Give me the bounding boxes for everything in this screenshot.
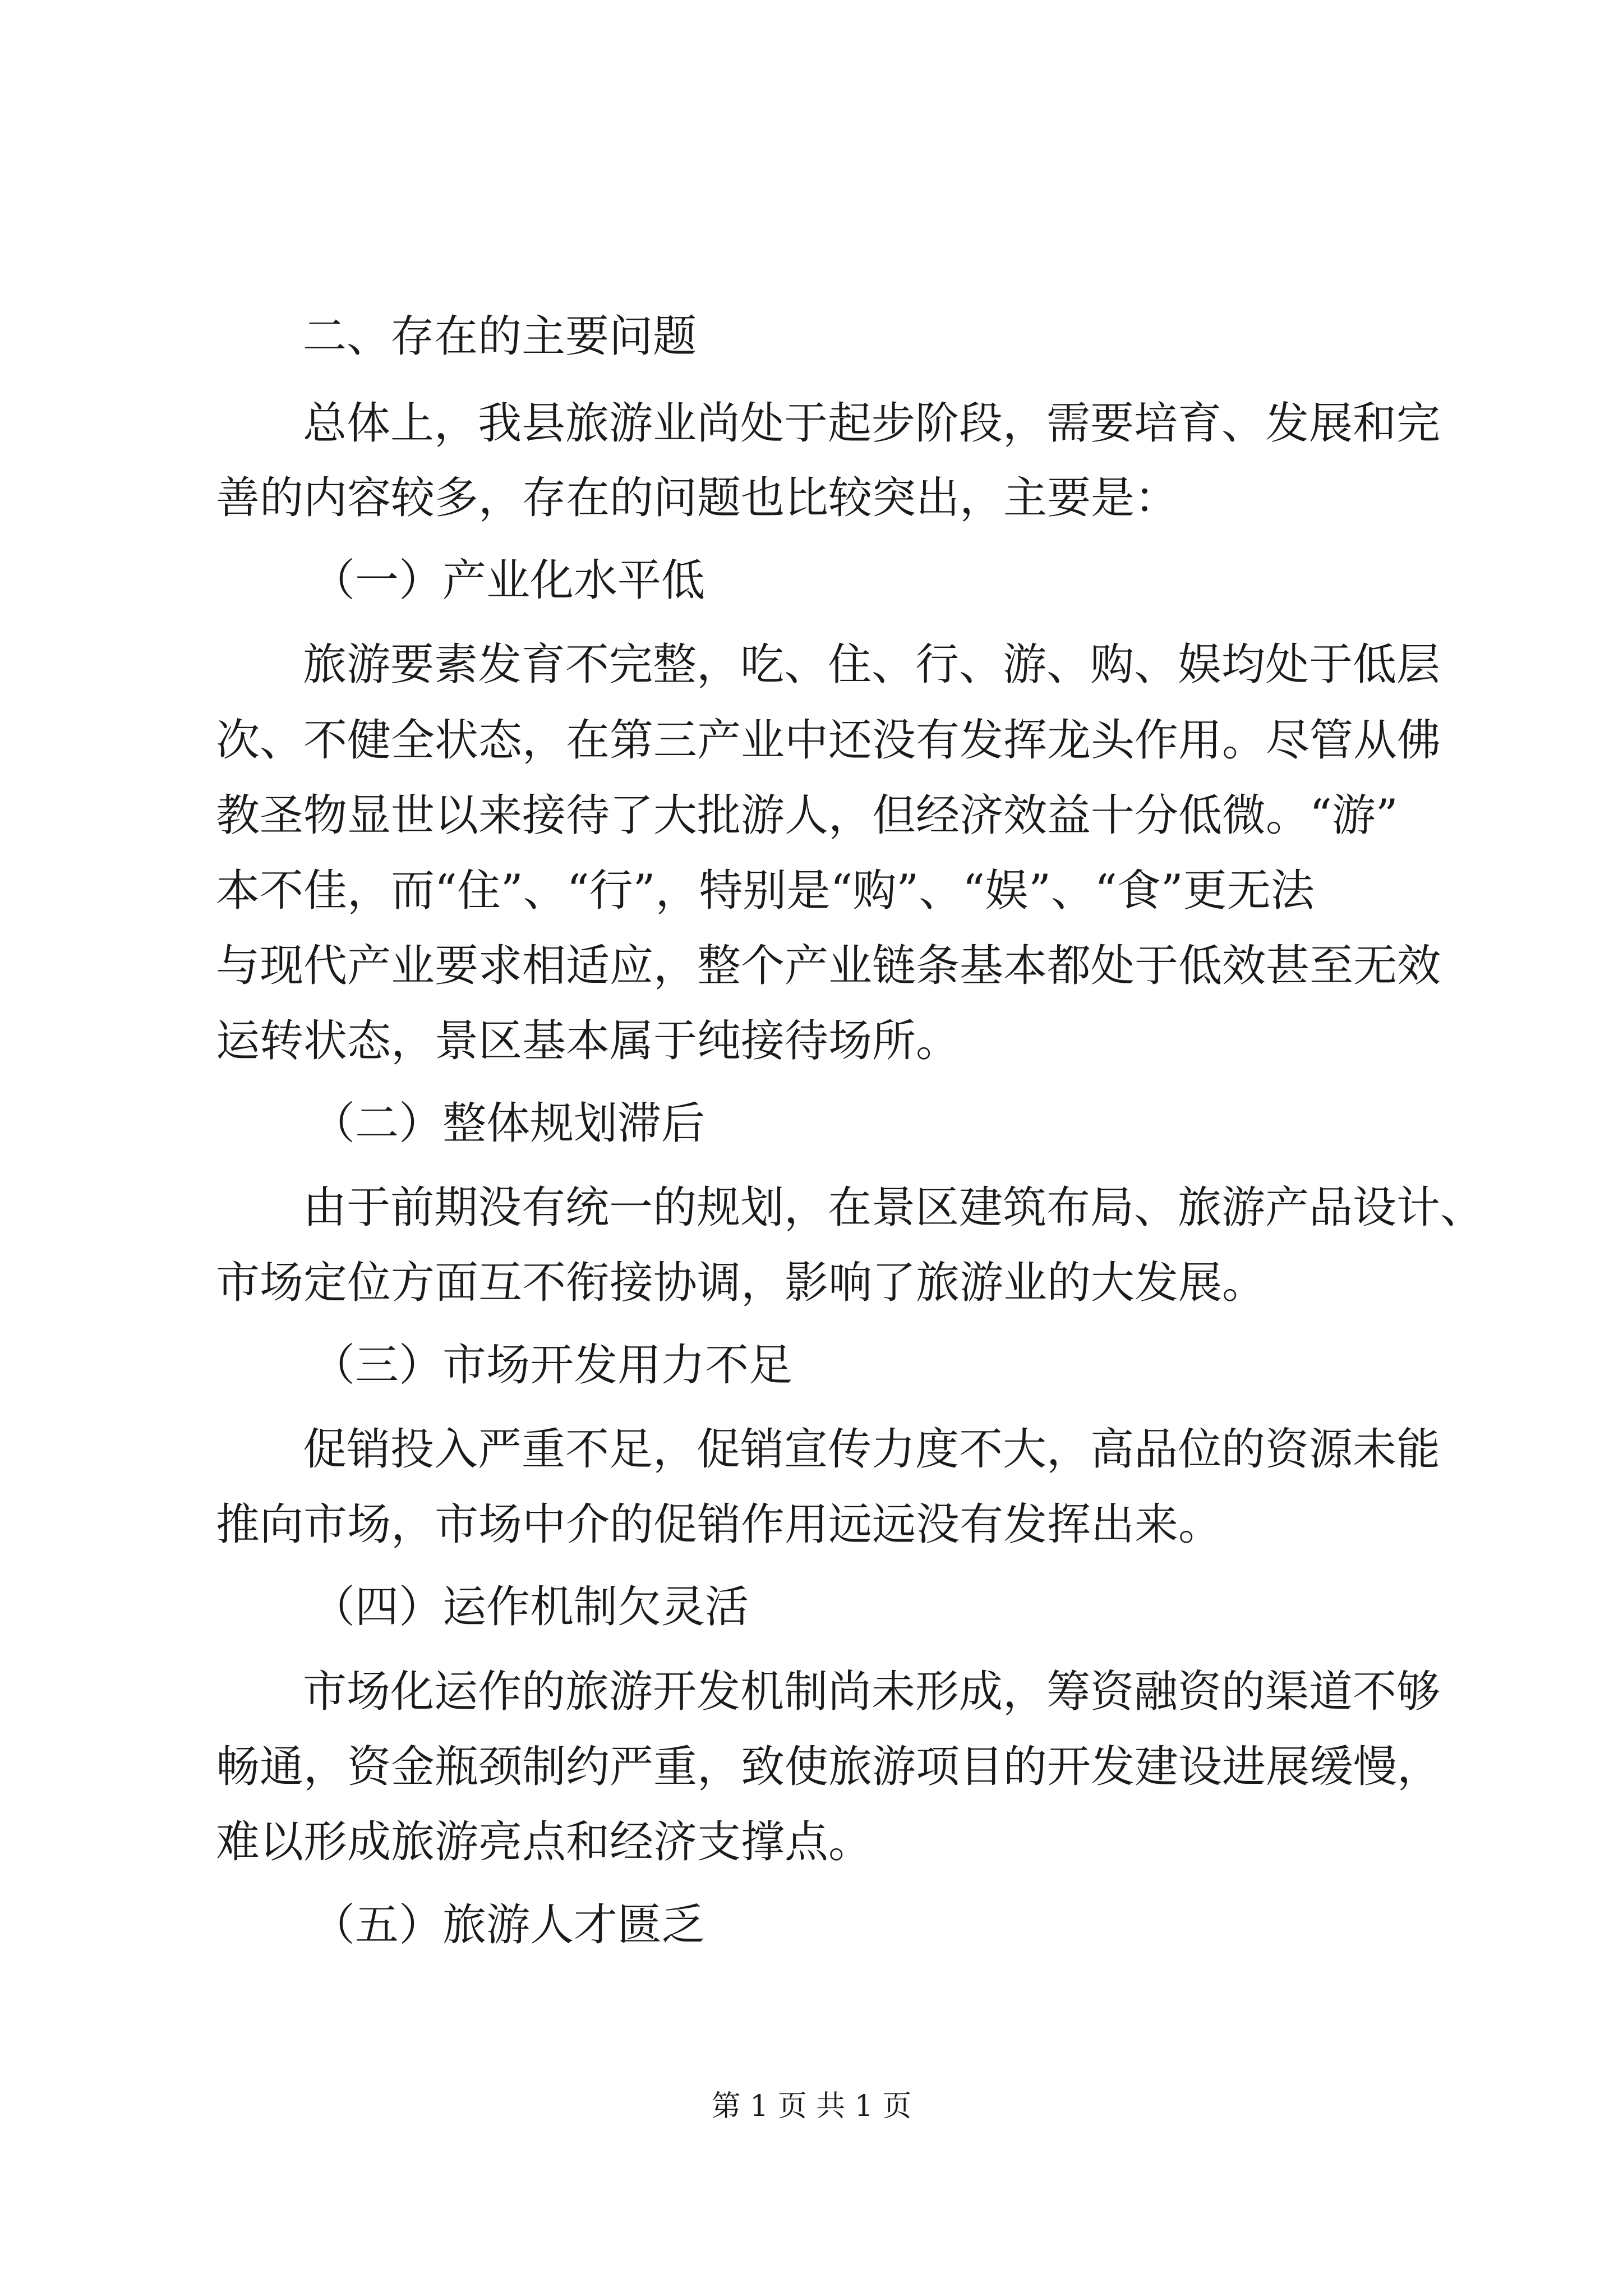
paragraph-1-line-6: 运转状态，景区基本属于纯接待场所。 (216, 1016, 960, 1066)
paragraph-1-line-2: 次、不健全状态，在第三产业中还没有发挥龙头作用。尽管从佛 (216, 715, 1441, 766)
paragraph-1-line-3: 教圣物显世以来接待了大批游人，但经济效益十分低微。“游” (216, 790, 1398, 841)
paragraph-4-line-3: 难以形成旅游亮点和经济支撑点。 (216, 1817, 873, 1867)
paragraph-4-line-1: 市场化运作的旅游开发机制尚未形成，筹资融资的渠道不够 (303, 1667, 1441, 1717)
paragraph-1-line-4: 本不佳，而“住”、“行”，特别是“购”、“娱”、“食”更无法 (216, 866, 1315, 916)
intro-line-1: 总体上，我县旅游业尚处于起步阶段，需要培育、发展和完 (303, 398, 1441, 449)
subheading-4: （四）运作机制欠灵活 (311, 1582, 749, 1632)
subheading-1: （一）产业化水平低 (311, 555, 706, 606)
paragraph-2-line-2: 市场定位方面互不衔接协调，影响了旅游业的大发展。 (216, 1258, 1266, 1308)
intro-line-2: 善的内容较多，存在的问题也比较突出，主要是： (216, 473, 1179, 523)
section-heading: 二、存在的主要问题 (303, 311, 697, 362)
subheading-2: （二）整体规划滞后 (311, 1098, 706, 1149)
page-footer: 第 1 页 共 1 页 (711, 2090, 912, 2123)
paragraph-3-line-1: 促销投入严重不足，促销宣传力度不大，高品位的资源未能 (303, 1424, 1441, 1475)
paragraph-1-line-5: 与现代产业要求相适应，整个产业链条基本都处于低效甚至无效 (216, 941, 1441, 991)
paragraph-1-line-1: 旅游要素发育不完整，吃、住、行、游、购、娱均处于低层 (303, 639, 1441, 690)
paragraph-3-line-2: 推向市场，市场中介的促销作用远远没有发挥出来。 (216, 1499, 1223, 1550)
subheading-5: （五）旅游人才匮乏 (311, 1900, 706, 1950)
paragraph-2-line-1: 由于前期没有统一的规划，在景区建筑布局、旅游产品设计、 (303, 1182, 1484, 1233)
subheading-3: （三）市场开发用力不足 (311, 1340, 793, 1391)
paragraph-4-line-2: 畅通，资金瓶颈制约严重，致使旅游项目的开发建设进展缓慢， (216, 1742, 1441, 1792)
